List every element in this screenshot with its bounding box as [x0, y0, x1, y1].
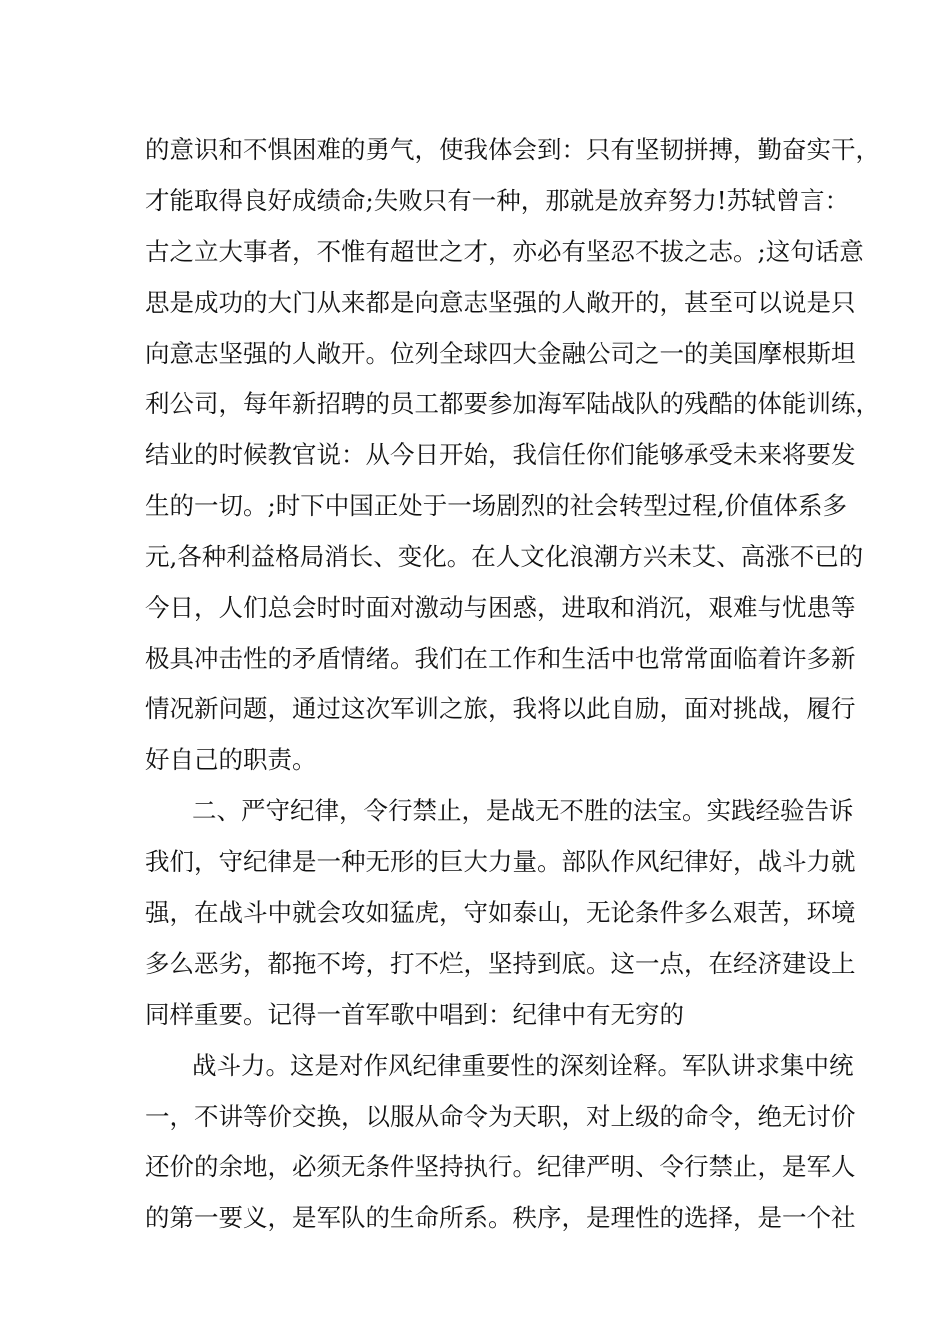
text-line: 生的一切。;时下中国正处于一场剧烈的社会转型过程,价值体系多 [145, 491, 848, 520]
text-line: 利公司，每年新招聘的员工都要参加海军陆战队的残酷的体能训练， [145, 389, 880, 418]
text-line: 我们，守纪律是一种无形的巨大力量。部队作风纪律好，战斗力就 [145, 847, 856, 876]
text-line: 古之立大事者，不惟有超世之才，亦必有坚忍不拔之志。;这句话意 [145, 237, 864, 266]
text-line: 同样重要。记得一首军歌中唱到：纪律中有无穷的 [145, 1000, 684, 1029]
paragraph-first-line: 二、严守纪律，令行禁止，是战无不胜的法宝。实践经验告诉 [192, 796, 854, 825]
text-line: 的第一要义，是军队的生命所系。秩序，是理性的选择，是一个社 [145, 1203, 856, 1232]
text-line: 的意识和不惧困难的勇气，使我体会到：只有坚韧拼搏，勤奋实干， [145, 135, 880, 164]
text-line: 思是成功的大门从来都是向意志坚强的人敞开的，甚至可以说是只 [145, 288, 856, 317]
text-line: 多么恶劣，都拖不垮，打不烂，坚持到底。这一点，在经济建设上 [145, 949, 856, 978]
text-line: 好自己的职责。 [145, 745, 317, 774]
text-line: 极具冲击性的矛盾情绪。我们在工作和生活中也常常面临着许多新 [145, 644, 856, 673]
text-line: 才能取得良好成绩命;失败只有一种，那就是放弃努力!苏轼曾言： [145, 186, 850, 215]
text-line: 向意志坚强的人敞开。位列全球四大金融公司之一的美国摩根斯坦 [145, 339, 856, 368]
text-line: 强，在战斗中就会攻如猛虎，守如泰山，无论条件多么艰苦，环境 [145, 898, 856, 927]
text-line: 情况新问题，通过这次军训之旅，我将以此自励，面对挑战，履行 [145, 694, 856, 723]
text-line: 一，不讲等价交换，以服从命令为天职，对上级的命令，绝无讨价 [145, 1102, 856, 1131]
text-line: 元,各种利益格局消长、变化。在人文化浪潮方兴未艾、高涨不已的 [145, 542, 864, 571]
text-line: 今日，人们总会时时面对激动与困惑，进取和消沉，艰难与忧患等 [145, 593, 856, 622]
paragraph-first-line: 战斗力。这是对作风纪律重要性的深刻诠释。军队讲求集中统 [192, 1051, 854, 1080]
text-line: 结业的时候教官说：从今日开始，我信任你们能够承受未来将要发 [145, 440, 856, 469]
text-line: 还价的余地，必须无条件坚持执行。纪律严明、令行禁止，是军人 [145, 1152, 856, 1181]
